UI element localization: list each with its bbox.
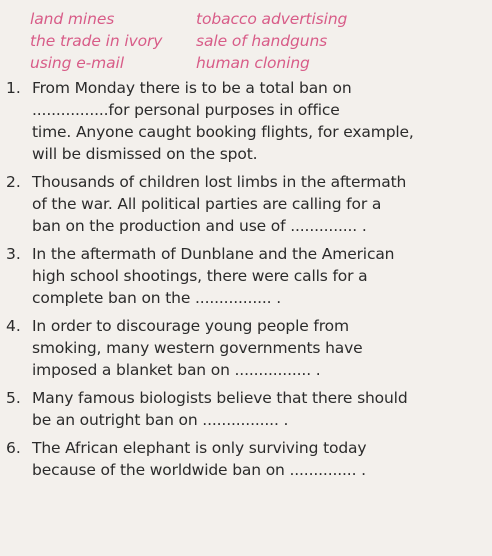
word-option: the trade in ivory xyxy=(30,32,163,50)
text-line: high school shootings, there were calls for a xyxy=(32,267,368,285)
exercise-item xyxy=(4,77,488,165)
text-line: In order to discourage young people from xyxy=(32,317,349,335)
exercise-list xyxy=(4,77,488,487)
word-option: land mines xyxy=(30,10,115,28)
exercise-item xyxy=(4,437,488,481)
text-line: From Monday there is to be a total ban on xyxy=(32,79,352,97)
text-line: In the aftermath of Dunblane and the American xyxy=(32,245,395,263)
item-number: 2. xyxy=(6,173,21,191)
text-line: imposed a blanket ban on ................ . xyxy=(32,361,321,379)
item-number: 5. xyxy=(6,389,21,407)
word-row xyxy=(30,52,480,74)
text-line: Thousands of children lost limbs in the aftermath xyxy=(32,173,407,191)
item-number: 1. xyxy=(6,79,21,97)
text-line: because of the worldwide ban on .............. . xyxy=(32,461,366,479)
exercise-item xyxy=(4,171,488,237)
text-line: ban on the production and use of .............. . xyxy=(32,217,367,235)
text-line: complete ban on the ................ . xyxy=(32,289,281,307)
item-text xyxy=(32,387,488,431)
item-text xyxy=(32,437,488,481)
word-option: sale of handguns xyxy=(196,32,328,50)
word-option: human cloning xyxy=(196,54,310,72)
exercise-item xyxy=(4,387,488,431)
word-row xyxy=(30,30,480,52)
item-text xyxy=(32,315,488,381)
text-line: smoking, many western governments have xyxy=(32,339,363,357)
exercise-item xyxy=(4,315,488,381)
text-line: ................for personal purposes in office xyxy=(32,101,340,119)
word-box xyxy=(30,8,480,74)
word-option: tobacco advertising xyxy=(196,10,348,28)
word-row xyxy=(30,8,480,30)
text-line: The African elephant is only surviving today xyxy=(32,439,367,457)
text-line: time. Anyone caught booking flights, for example, xyxy=(32,123,414,141)
text-line: will be dismissed on the spot. xyxy=(32,145,258,163)
item-number: 6. xyxy=(6,439,21,457)
text-line: of the war. All political parties are calling for a xyxy=(32,195,382,213)
item-number: 4. xyxy=(6,317,21,335)
text-line: be an outright ban on ................ . xyxy=(32,411,289,429)
word-option: using e-mail xyxy=(30,54,124,72)
item-text xyxy=(32,243,488,309)
item-number: 3. xyxy=(6,245,21,263)
item-text xyxy=(32,171,488,237)
item-text xyxy=(32,77,488,165)
text-line: Many famous biologists believe that there should xyxy=(32,389,408,407)
exercise-item xyxy=(4,243,488,309)
